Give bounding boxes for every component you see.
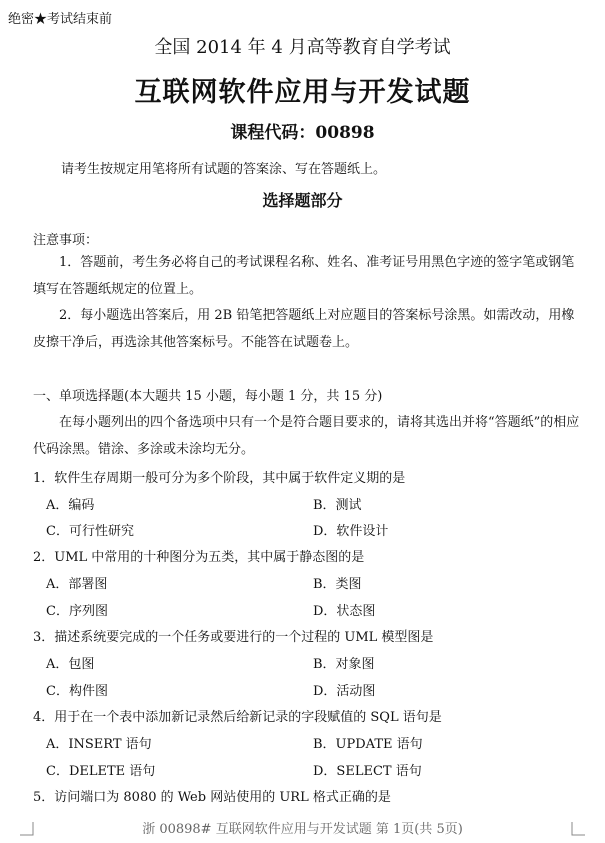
question-1-option-c: C．可行性研究	[46, 524, 134, 539]
question-1-option-d: D．软件设计	[313, 524, 389, 539]
page-title: 互联网软件应用与开发试题	[134, 77, 471, 108]
part1-description	[33, 409, 583, 463]
question-4: 4．用于在一个表中添加新记录然后给新记录的字段赋值的 SQL 语句是	[33, 710, 442, 725]
notes-label: 注意事项：	[33, 233, 99, 248]
question-1: 1．软件生存周期一般可分为多个阶段，其中属于软件定义期的是	[33, 471, 406, 486]
question-4-option-a: A．INSERT 语句	[46, 737, 152, 752]
note-item-1	[33, 249, 583, 303]
exam-subtitle: 全国 2014 年 4 月高等教育自学考试	[154, 37, 451, 58]
note-item-2	[33, 302, 583, 356]
section-title: 选择题部分	[262, 191, 343, 210]
question-4-option-d: D．SELECT 语句	[313, 764, 422, 779]
part1-heading: 一、单项选择题(本大题共 15 小题，每小题 1 分，共 15 分)	[33, 389, 383, 404]
question-3-option-a: A．包图	[46, 657, 95, 672]
question-2-option-d: D．状态图	[313, 604, 376, 619]
question-3-option-c: C．构件图	[46, 684, 108, 699]
part1-description-text: 在每小题列出的四个备选项中只有一个是符合题目要求的，请将其选出并将“答题纸”的相应代码涂黑。错涂、多涂或未涂均无分。	[33, 415, 580, 457]
question-1-option-b: B．测试	[313, 498, 362, 513]
question-4-option-c: C．DELETE 语句	[46, 764, 156, 779]
question-2-option-b: B．类图	[313, 577, 362, 592]
question-2: 2．UML 中常用的十种图分为五类，其中属于静态图的是	[33, 550, 365, 565]
secret-mark: 绝密★考试结束前	[8, 12, 113, 27]
instruction-text: 请考生按规定用笔将所有试题的答案涂、写在答题纸上。	[61, 162, 387, 177]
note-item-2-text: 2．每小题选出答案后，用 2B 铅笔把答题纸上对应题目的答案标号涂黑。如需改动，用橡皮擦干净后，再选涂其他答案标号。不能答在试题卷上。	[33, 308, 575, 350]
question-1-option-a: A．编码	[46, 498, 95, 513]
question-5: 5．访问端口为 8080 的 Web 网站使用的 URL 格式正确的是	[33, 790, 391, 805]
question-3-option-d: D．活动图	[313, 684, 376, 699]
course-code: 课程代码：00898	[230, 123, 375, 143]
question-2-option-c: C．序列图	[46, 604, 108, 619]
question-2-option-a: A．部署图	[46, 577, 108, 592]
page-footer: 浙 00898# 互联网软件应用与开发试题 第 1页(共 5页)	[142, 822, 463, 837]
question-3: 3．描述系统要完成的一个任务或要进行的一个过程的 UML 模型图是	[33, 630, 434, 645]
question-4-option-b: B．UPDATE 语句	[313, 737, 423, 752]
question-3-option-b: B．对象图	[313, 657, 375, 672]
note-item-1-text: 1．答题前，考生务必将自己的考试课程名称、姓名、准考证号用黑色字迹的签字笔或钢笔填写在答题纸规定的位置上。	[33, 255, 575, 297]
